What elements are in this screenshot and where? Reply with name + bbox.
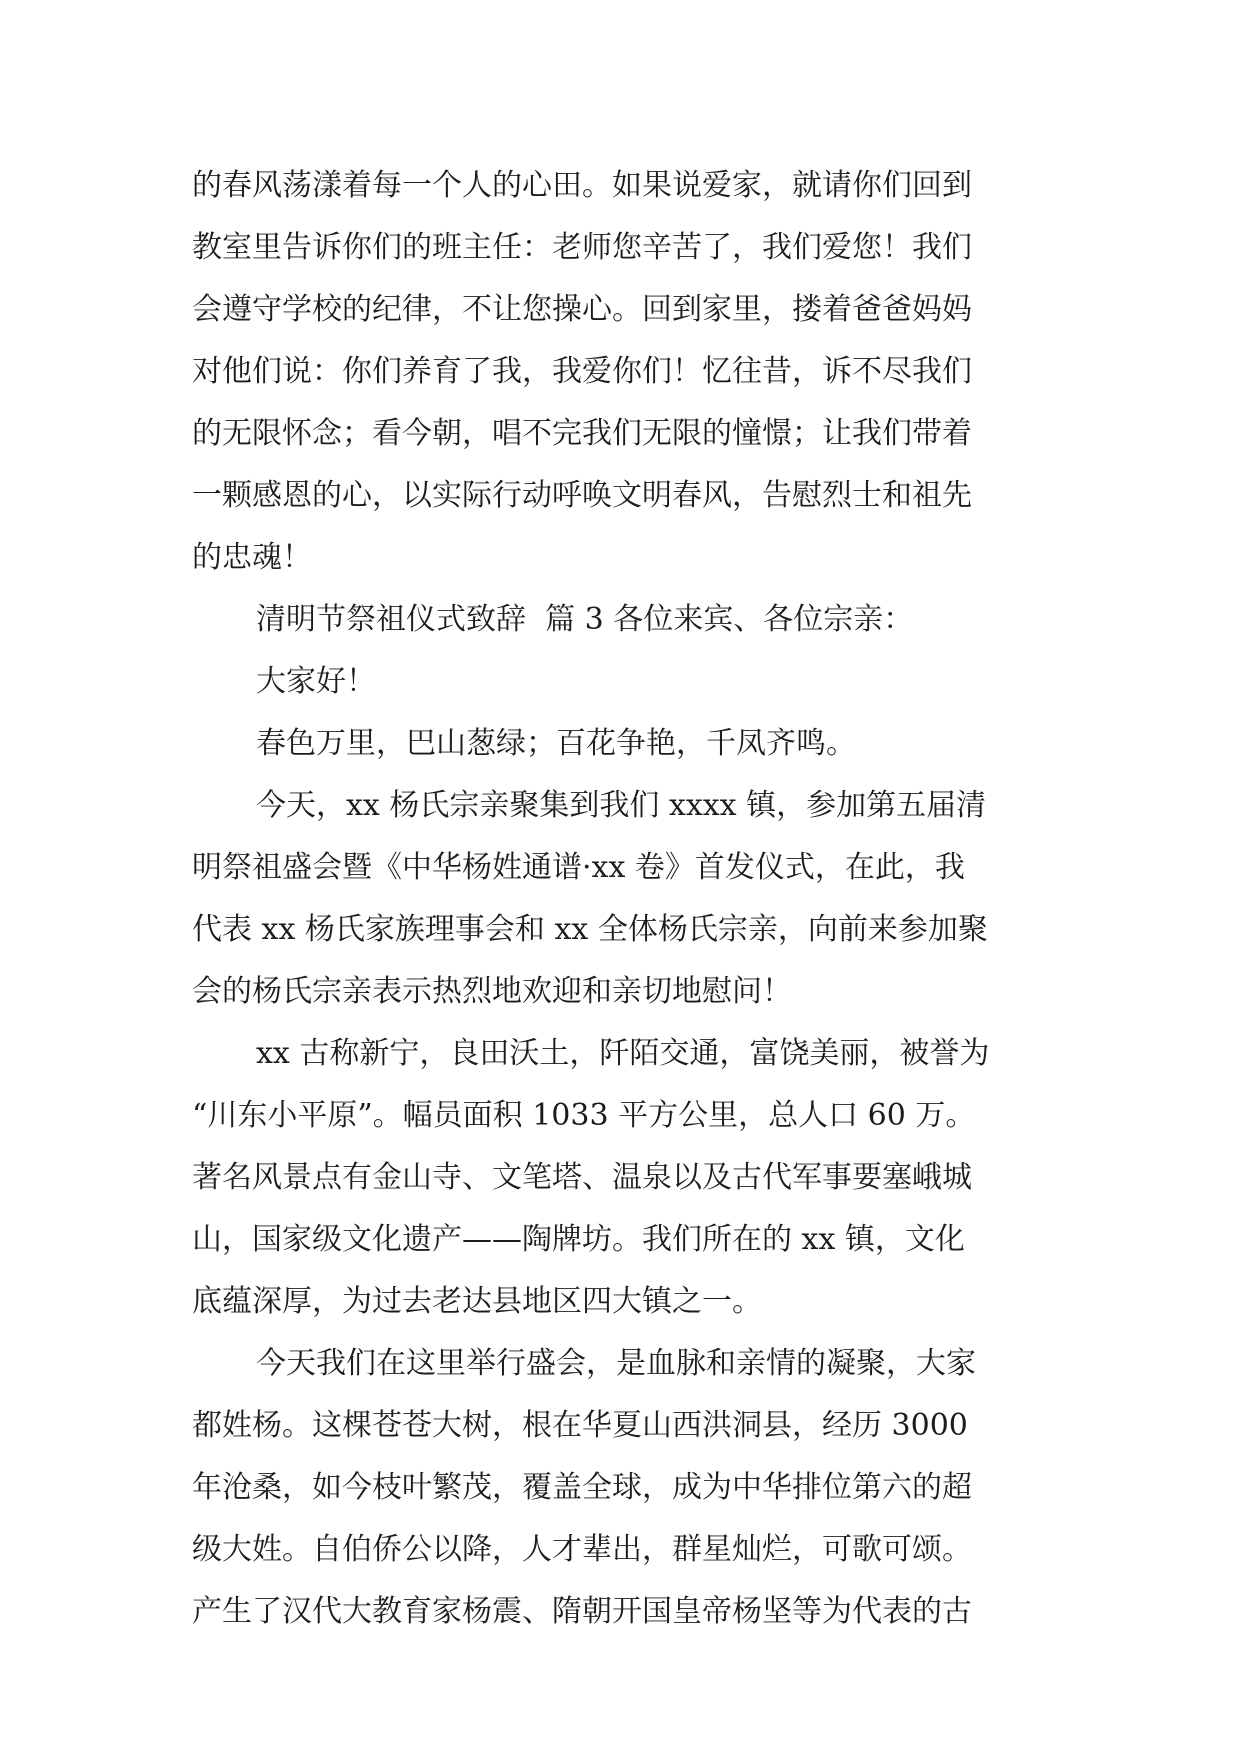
text-line: 会的杨氏宗亲表示热烈地欢迎和亲切地慰问！: [192, 974, 792, 1009]
text-line: 明祭祖盛会暨《中华杨姓通谱·xx 卷》首发仪式，在此，我: [192, 850, 965, 885]
text-line: “川东小平原”。幅员面积 1033 平方公里，总人口 60 万。: [192, 1098, 976, 1133]
text-line: 年沧桑，如今枝叶繁茂，覆盖全球，成为中华排位第六的超: [192, 1470, 972, 1505]
text-line: 一颗感恩的心，以实际行动呼唤文明春风，告慰烈士和祖先: [192, 478, 972, 513]
text-line: 教室里告诉你们的班主任：老师您辛苦了，我们爱您！我们: [192, 230, 972, 265]
document-body: [192, 155, 1072, 1643]
text-line: 著名风景点有金山寺、文笔塔、温泉以及古代军事要塞峨城: [192, 1160, 972, 1195]
text-line: 会遵守学校的纪律，不让您操心。回到家里，搂着爸爸妈妈: [192, 292, 972, 327]
text-line: 底蕴深厚，为过去老达县地区四大镇之一。: [192, 1284, 762, 1319]
text-line: 级大姓。自伯侨公以降，人才辈出，群星灿烂，可歌可颂。: [192, 1532, 972, 1567]
text-line: 代表 xx 杨氏家族理事会和 xx 全体杨氏宗亲，向前来参加聚: [192, 912, 988, 947]
section-heading: 清明节祭祖仪式致辞 篇 3 各位来宾、各位宗亲：: [256, 602, 914, 637]
text-line: 都姓杨。这棵苍苍大树，根在华夏山西洪洞县，经历 3000: [192, 1408, 968, 1443]
text-line: 对他们说：你们养育了我，我爱你们！忆往昔，诉不尽我们: [192, 354, 972, 389]
text-line: xx 古称新宁，良田沃土，阡陌交通，富饶美丽，被誉为: [256, 1036, 990, 1071]
text-line: 产生了汉代大教育家杨震、隋朝开国皇帝杨坚等为代表的古: [192, 1594, 972, 1629]
text-line: 的无限怀念；看今朝，唱不完我们无限的憧憬；让我们带着: [192, 416, 972, 451]
text-line: 今天我们在这里举行盛会，是血脉和亲情的凝聚，大家: [256, 1346, 976, 1381]
text-line: 山，国家级文化遗产——陶牌坊。我们所在的 xx 镇，文化: [192, 1222, 965, 1257]
text-line: 春色万里，巴山葱绿；百花争艳，千凤齐鸣。: [256, 726, 856, 761]
text-line: 今天，xx 杨氏宗亲聚集到我们 xxxx 镇，参加第五届清: [256, 788, 987, 823]
greeting-line: 大家好！: [256, 664, 376, 699]
text-line: 的春风荡漾着每一个人的心田。如果说爱家，就请你们回到: [192, 168, 972, 203]
text-line: 的忠魂！: [192, 540, 312, 575]
